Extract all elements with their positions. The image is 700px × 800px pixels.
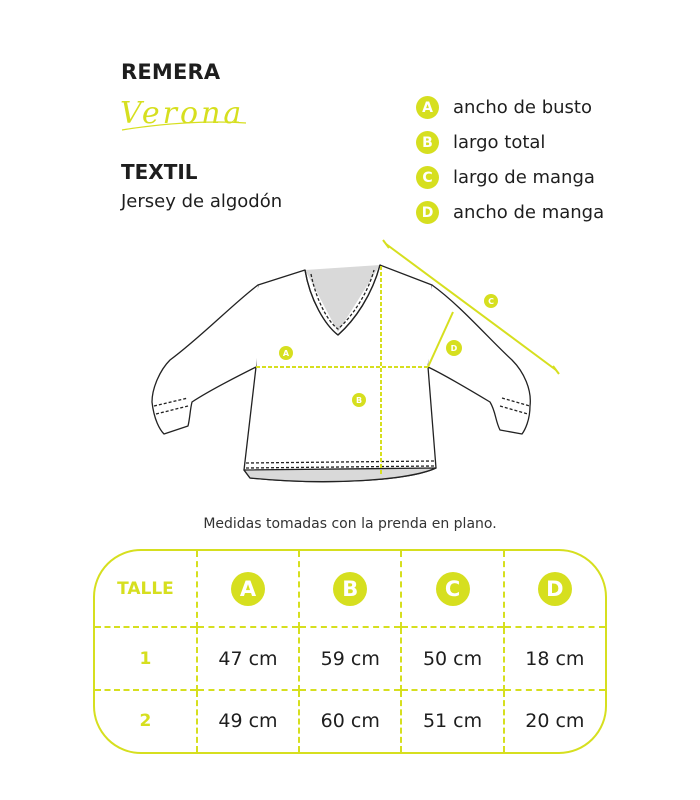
badge-d: D [416,201,439,224]
table-cell: 59 cm [320,647,380,670]
legend-item-d [416,195,604,230]
model-name: Verona [120,96,245,131]
diagram-label-c: C [488,297,494,306]
table-cell: 51 cm [422,710,483,733]
table-row [95,690,605,752]
header-badge-c: C [436,572,470,606]
model-name-script [118,90,258,135]
badge-a: A [416,96,439,119]
header-badge-b: B [333,572,367,606]
table-cell: 50 cm [422,647,483,670]
legend-item-a [416,90,604,125]
measurement-note: Medidas tomadas con la prenda en plano. [203,516,497,532]
legend-label-c: largo de manga [453,167,595,188]
size-table-frame [93,549,607,754]
header-talle: TALLE [117,578,174,599]
header-badge-d: D [538,572,572,606]
legend-label-d: ancho de manga [453,202,605,223]
legend-item-b [416,125,604,160]
badge-c: C [416,166,439,189]
diagram-label-a: A [282,349,290,358]
garment-diagram [140,230,580,500]
size-table [95,551,605,752]
header-badge-a: A [231,572,265,606]
size-label: 1 [139,648,152,669]
table-cell: 47 cm [218,647,278,670]
size-label: 2 [139,711,152,732]
legend-item-c [416,160,604,195]
diagram-label-d: D [450,344,458,353]
table-row [95,627,605,689]
material-text: Jersey de algodón [121,191,283,212]
table-cell: 49 cm [218,710,278,733]
legend-label-b: largo total [453,132,546,153]
table-cell: 60 cm [320,710,380,733]
textil-heading: TEXTIL [121,160,198,184]
measurement-legend [416,90,604,230]
right-sleeve [428,285,530,434]
legend-label-a: ancho de busto [453,97,592,118]
table-cell: 20 cm [525,710,585,733]
table-cell: 18 cm [525,647,585,670]
product-category: REMERA [121,60,221,84]
diagram-label-b: B [355,396,363,405]
badge-b: B [416,131,439,154]
table-header-row [95,551,605,627]
